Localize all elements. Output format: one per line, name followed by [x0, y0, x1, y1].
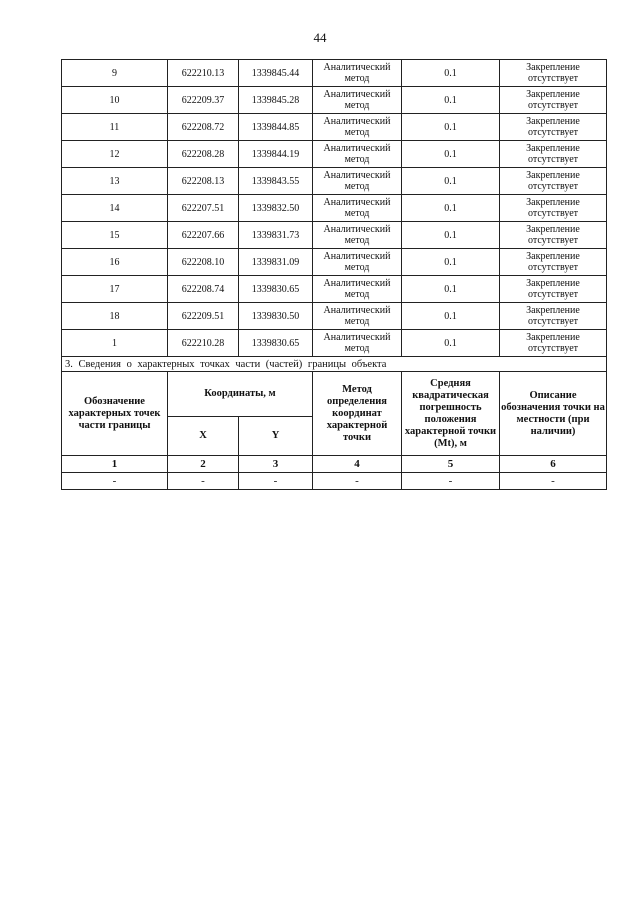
- y-coordinate-cell: 1339830.50: [239, 303, 313, 330]
- point-number-cell: 11: [62, 114, 168, 141]
- page-number: 44: [313, 30, 327, 45]
- error-cell: 0.1: [402, 249, 500, 276]
- header-description: Описание обозначения точки на местности (при наличии): [500, 372, 607, 456]
- error-cell: 0.1: [402, 222, 500, 249]
- point-number-cell: 9: [62, 60, 168, 87]
- fixing-cell: Закрепление отсутствует: [500, 276, 607, 303]
- fixing-cell: Закрепление отсутствует: [500, 195, 607, 222]
- error-cell: 0.1: [402, 60, 500, 87]
- points-table-body: [62, 60, 607, 357]
- y-coordinate-cell: 1339844.19: [239, 141, 313, 168]
- empty-cell: -: [500, 473, 607, 490]
- x-coordinate-cell: 622207.66: [168, 222, 239, 249]
- point-number-cell: 15: [62, 222, 168, 249]
- method-cell: Аналитический метод: [313, 114, 402, 141]
- error-cell: 0.1: [402, 114, 500, 141]
- table-row: [62, 195, 607, 222]
- y-coordinate-cell: 1339830.65: [239, 276, 313, 303]
- table-row: [62, 303, 607, 330]
- error-cell: 0.1: [402, 195, 500, 222]
- table-row: [62, 60, 607, 87]
- method-cell: Аналитический метод: [313, 222, 402, 249]
- boundary-points-table: [61, 59, 607, 490]
- column-number-row: [62, 456, 607, 473]
- fixing-cell: Закрепление отсутствует: [500, 114, 607, 141]
- error-cell: 0.1: [402, 141, 500, 168]
- point-number-cell: 1: [62, 330, 168, 357]
- x-coordinate-cell: 622208.10: [168, 249, 239, 276]
- empty-cell: -: [168, 473, 239, 490]
- empty-cell: -: [239, 473, 313, 490]
- x-coordinate-cell: 622208.13: [168, 168, 239, 195]
- empty-cell: -: [402, 473, 500, 490]
- section-3-header-row: [62, 372, 607, 417]
- y-coordinate-cell: 1339831.09: [239, 249, 313, 276]
- table-row: [62, 141, 607, 168]
- error-cell: 0.1: [402, 87, 500, 114]
- method-cell: Аналитический метод: [313, 276, 402, 303]
- y-coordinate-cell: 1339830.65: [239, 330, 313, 357]
- method-cell: Аналитический метод: [313, 330, 402, 357]
- column-number: 6: [500, 456, 607, 473]
- column-number: 5: [402, 456, 500, 473]
- point-number-cell: 10: [62, 87, 168, 114]
- fixing-cell: Закрепление отсутствует: [500, 87, 607, 114]
- method-cell: Аналитический метод: [313, 195, 402, 222]
- error-cell: 0.1: [402, 303, 500, 330]
- x-coordinate-cell: 622208.72: [168, 114, 239, 141]
- column-number: 1: [62, 456, 168, 473]
- point-number-cell: 12: [62, 141, 168, 168]
- table-row: [62, 222, 607, 249]
- fixing-cell: Закрепление отсутствует: [500, 141, 607, 168]
- y-coordinate-cell: 1339831.73: [239, 222, 313, 249]
- header-designation: Обозначение характерных точек части границы: [62, 372, 168, 456]
- fixing-cell: Закрепление отсутствует: [500, 303, 607, 330]
- x-coordinate-cell: 622209.37: [168, 87, 239, 114]
- table-row: [62, 330, 607, 357]
- table-row: [62, 276, 607, 303]
- column-number: 2: [168, 456, 239, 473]
- method-cell: Аналитический метод: [313, 87, 402, 114]
- method-cell: Аналитический метод: [313, 249, 402, 276]
- fixing-cell: Закрепление отсутствует: [500, 330, 607, 357]
- x-coordinate-cell: 622209.51: [168, 303, 239, 330]
- table-row: [62, 168, 607, 195]
- empty-cell: -: [313, 473, 402, 490]
- column-number: 3: [239, 456, 313, 473]
- y-coordinate-cell: 1339845.28: [239, 87, 313, 114]
- x-coordinate-cell: 622207.51: [168, 195, 239, 222]
- y-coordinate-cell: 1339832.50: [239, 195, 313, 222]
- method-cell: Аналитический метод: [313, 168, 402, 195]
- point-number-cell: 17: [62, 276, 168, 303]
- error-cell: 0.1: [402, 276, 500, 303]
- method-cell: Аналитический метод: [313, 141, 402, 168]
- section-3-title-row: [62, 357, 607, 372]
- method-cell: Аналитический метод: [313, 60, 402, 87]
- error-cell: 0.1: [402, 330, 500, 357]
- fixing-cell: Закрепление отсутствует: [500, 249, 607, 276]
- point-number-cell: 14: [62, 195, 168, 222]
- fixing-cell: Закрепление отсутствует: [500, 168, 607, 195]
- header-y: Y: [239, 417, 313, 456]
- column-number: 4: [313, 456, 402, 473]
- y-coordinate-cell: 1339843.55: [239, 168, 313, 195]
- x-coordinate-cell: 622208.74: [168, 276, 239, 303]
- table-row: [62, 114, 607, 141]
- header-method: Метод определения координат характерной точки: [313, 372, 402, 456]
- empty-cell: -: [62, 473, 168, 490]
- empty-data-row: [62, 473, 607, 490]
- point-number-cell: 13: [62, 168, 168, 195]
- table-row: [62, 249, 607, 276]
- error-cell: 0.1: [402, 168, 500, 195]
- fixing-cell: Закрепление отсутствует: [500, 60, 607, 87]
- point-number-cell: 18: [62, 303, 168, 330]
- x-coordinate-cell: 622210.28: [168, 330, 239, 357]
- section-3-title: 3. Сведения о характерных точках части (частей) границы объекта: [62, 357, 607, 372]
- header-x: X: [168, 417, 239, 456]
- table-row: [62, 87, 607, 114]
- header-coordinates: Координаты, м: [168, 372, 313, 417]
- x-coordinate-cell: 622208.28: [168, 141, 239, 168]
- fixing-cell: Закрепление отсутствует: [500, 222, 607, 249]
- x-coordinate-cell: 622210.13: [168, 60, 239, 87]
- method-cell: Аналитический метод: [313, 303, 402, 330]
- header-error: Средняя квадратическая погрешность положения характерной точки (Mt), м: [402, 372, 500, 456]
- point-number-cell: 16: [62, 249, 168, 276]
- y-coordinate-cell: 1339845.44: [239, 60, 313, 87]
- y-coordinate-cell: 1339844.85: [239, 114, 313, 141]
